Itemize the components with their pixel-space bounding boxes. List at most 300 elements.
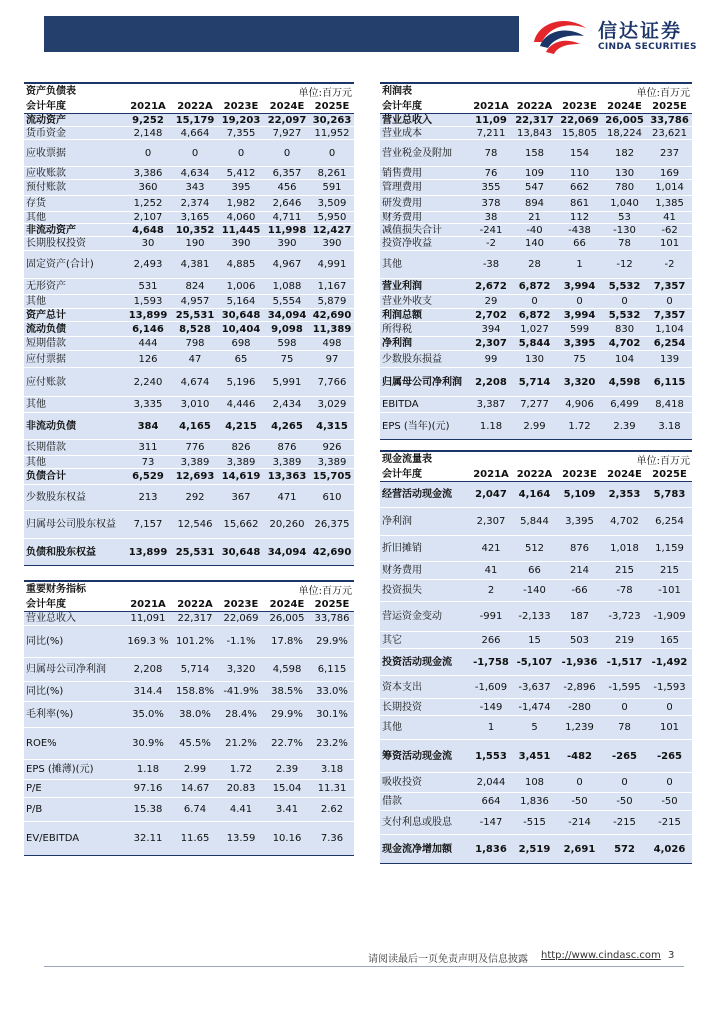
column-header: 2022A: [172, 598, 218, 612]
row-value: 0: [512, 295, 557, 309]
table-unit: 单位:百万元: [557, 451, 692, 468]
row-value: 5,714: [172, 658, 218, 682]
row-value: 3.18: [647, 413, 692, 440]
table-title-row: [24, 83, 354, 100]
row-value: 1,104: [647, 322, 692, 337]
row-value: 15,662: [218, 511, 264, 539]
row-value: 780: [602, 180, 647, 196]
row-value: 2,374: [172, 196, 218, 212]
row-value: 4,991: [310, 251, 354, 279]
row-value: 6,499: [602, 397, 647, 413]
row-label: 少数股东损益: [380, 351, 470, 368]
row-label: 资本支出: [380, 676, 470, 699]
row-value: 73: [124, 456, 172, 469]
row-value: 1.18: [124, 760, 172, 780]
row-value: 311: [124, 440, 172, 456]
row-value: 5,412: [218, 167, 264, 180]
row-value: 215: [647, 562, 692, 580]
row-value: 1,836: [512, 793, 557, 811]
row-value: 798: [172, 337, 218, 351]
table-row: [380, 482, 692, 508]
row-label: 非流动资产: [24, 224, 124, 237]
row-value: 10,404: [218, 322, 264, 337]
row-value: 4,165: [172, 413, 218, 440]
row-value: 471: [264, 485, 310, 511]
column-header: 会计年度: [24, 100, 124, 114]
table-title-row: [380, 83, 692, 100]
row-value: 610: [310, 485, 354, 511]
table-row: [380, 793, 692, 811]
row-label: 营业总收入: [380, 114, 470, 127]
column-header: 2021A: [124, 598, 172, 612]
table-row: [380, 114, 692, 127]
row-value: 1.18: [470, 413, 512, 440]
row-value: 33,786: [647, 114, 692, 127]
row-value: 3,387: [470, 397, 512, 413]
table-row: [24, 237, 354, 251]
row-value: 4,648: [124, 224, 172, 237]
row-value: 5,532: [602, 309, 647, 322]
row-label: 营业利润: [380, 279, 470, 295]
row-value: 12,427: [310, 224, 354, 237]
row-value: 2.99: [172, 760, 218, 780]
income-statement-table: [380, 82, 692, 440]
row-value: 1,252: [124, 196, 172, 212]
row-value: 6,872: [512, 309, 557, 322]
row-value: 29.9%: [310, 626, 354, 658]
row-value: 15.04: [264, 780, 310, 798]
row-value: -3,637: [512, 676, 557, 699]
row-value: 19,203: [218, 114, 264, 127]
table-row: [24, 658, 354, 682]
row-value: 9,098: [264, 322, 310, 337]
row-value: 378: [470, 196, 512, 212]
table-title-row: [24, 581, 354, 598]
row-value: 101.2%: [172, 626, 218, 658]
row-value: 22.7%: [264, 728, 310, 760]
row-label: 长期股权投资: [24, 237, 124, 251]
row-label: 短期借款: [24, 337, 124, 351]
row-value: 12,546: [172, 511, 218, 539]
row-label: 应付票据: [24, 351, 124, 368]
row-value: 4,026: [647, 835, 692, 864]
row-value: 22,317: [172, 612, 218, 626]
table-unit: 单位:百万元: [218, 581, 354, 598]
row-value: 30,648: [218, 309, 264, 322]
row-value: 126: [124, 351, 172, 368]
row-value: 5,783: [647, 482, 692, 508]
row-value: 11,952: [310, 127, 354, 140]
row-value: 33,786: [310, 612, 354, 626]
row-value: 547: [512, 180, 557, 196]
row-value: 2,672: [470, 279, 512, 295]
row-value: 3,994: [557, 279, 602, 295]
row-value: 11,445: [218, 224, 264, 237]
row-value: 512: [512, 536, 557, 562]
row-value: 104: [602, 351, 647, 368]
row-value: 5,844: [512, 508, 557, 536]
row-value: -140: [512, 580, 557, 602]
row-label: 借款: [380, 793, 470, 811]
row-label: 其他: [380, 251, 470, 279]
row-label: 投资活动现金流: [380, 649, 470, 676]
row-value: 830: [602, 322, 647, 337]
row-label: 流动资产: [24, 114, 124, 127]
row-value: -41.9%: [218, 682, 264, 702]
row-value: 23.2%: [310, 728, 354, 760]
table-row: [24, 114, 354, 127]
row-value: 190: [172, 237, 218, 251]
row-value: 8,528: [172, 322, 218, 337]
row-value: 0: [218, 140, 264, 167]
table-row: [24, 337, 354, 351]
row-value: 2,307: [470, 508, 512, 536]
row-value: 2,493: [124, 251, 172, 279]
row-value: 776: [172, 440, 218, 456]
row-value: 2,691: [557, 835, 602, 864]
row-value: 0: [172, 140, 218, 167]
column-header: 2023E: [218, 100, 264, 114]
row-value: 394: [470, 322, 512, 337]
table-row: [24, 728, 354, 760]
row-value: 4,702: [602, 337, 647, 351]
row-value: 3,386: [124, 167, 172, 180]
row-value: -1,474: [512, 699, 557, 716]
row-value: 4,885: [218, 251, 264, 279]
row-label: 其他: [24, 397, 124, 413]
table-row: [24, 702, 354, 728]
row-value: 11,389: [310, 322, 354, 337]
row-value: 22,097: [264, 114, 310, 127]
row-value: 599: [557, 322, 602, 337]
row-value: 0: [557, 295, 602, 309]
row-label: 净利润: [380, 508, 470, 536]
table-row: [380, 309, 692, 322]
row-value: 3,320: [557, 368, 602, 397]
row-value: 7,927: [264, 127, 310, 140]
row-label: 预付账款: [24, 180, 124, 196]
row-value: 4,446: [218, 397, 264, 413]
row-label: 营业税金及附加: [380, 140, 470, 167]
row-value: -1,517: [602, 649, 647, 676]
row-value: 2.39: [264, 760, 310, 780]
row-value: 4,265: [264, 413, 310, 440]
row-label: 支付利息或股息: [380, 811, 470, 835]
row-value: 1,159: [647, 536, 692, 562]
row-value: 4,381: [172, 251, 218, 279]
website-link[interactable]: http://www.cindasc.com: [541, 950, 661, 961]
row-value: 108: [512, 773, 557, 793]
row-value: 35.0%: [124, 702, 172, 728]
table-row: [380, 279, 692, 295]
row-value: 2,047: [470, 482, 512, 508]
table-row: [380, 536, 692, 562]
row-value: 2,148: [124, 127, 172, 140]
row-label: 少数股东权益: [24, 485, 124, 511]
row-value: -2: [470, 237, 512, 251]
column-header: 2022A: [512, 468, 557, 482]
row-value: 30,263: [310, 114, 354, 127]
row-value: 4,664: [172, 127, 218, 140]
row-label: 存货: [24, 196, 124, 212]
row-value: 13.59: [218, 822, 264, 856]
row-label: 资产总计: [24, 309, 124, 322]
row-value: 876: [264, 440, 310, 456]
row-label: 筹资活动现金流: [380, 740, 470, 773]
row-label: 经营活动现金流: [380, 482, 470, 508]
row-value: 876: [557, 536, 602, 562]
table-row: [24, 626, 354, 658]
cash-flow-statement-table: [380, 450, 692, 864]
row-value: 15.38: [124, 798, 172, 822]
row-label: 其他: [24, 212, 124, 224]
row-value: 12,693: [172, 469, 218, 485]
row-value: 2,434: [264, 397, 310, 413]
table-row: [24, 469, 354, 485]
row-value: 2,519: [512, 835, 557, 864]
row-value: 97: [310, 351, 354, 368]
row-value: 861: [557, 196, 602, 212]
row-value: 4,711: [264, 212, 310, 224]
row-value: 30: [124, 237, 172, 251]
row-label: 毛利率(%): [24, 702, 124, 728]
row-value: 3,320: [218, 658, 264, 682]
row-value: 824: [172, 279, 218, 295]
table-row: [380, 811, 692, 835]
row-label: EBITDA: [380, 397, 470, 413]
row-label: 利润总额: [380, 309, 470, 322]
row-value: 47: [172, 351, 218, 368]
row-value: 1,018: [602, 536, 647, 562]
row-value: 3,029: [310, 397, 354, 413]
row-value: 3,165: [172, 212, 218, 224]
row-label: 无形资产: [24, 279, 124, 295]
row-value: 6,872: [512, 279, 557, 295]
row-value: 572: [602, 835, 647, 864]
row-value: 10.16: [264, 822, 310, 856]
row-value: 14.67: [172, 780, 218, 798]
table-row: [380, 167, 692, 180]
row-value: 20,260: [264, 511, 310, 539]
row-label: 减值损失合计: [380, 224, 470, 237]
table-row: [380, 835, 692, 864]
row-value: 26,005: [264, 612, 310, 626]
table-row: [380, 602, 692, 632]
row-value: 237: [647, 140, 692, 167]
column-header: 2025E: [647, 100, 692, 114]
row-value: 2,240: [124, 368, 172, 397]
row-value: 1,239: [557, 716, 602, 740]
table-row: [380, 224, 692, 237]
table-row: [24, 413, 354, 440]
row-value: 894: [512, 196, 557, 212]
row-value: 30.1%: [310, 702, 354, 728]
row-value: 0: [602, 773, 647, 793]
row-value: 5: [512, 716, 557, 740]
row-value: 343: [172, 180, 218, 196]
row-value: 2,646: [264, 196, 310, 212]
row-value: 187: [557, 602, 602, 632]
row-value: -2: [647, 251, 692, 279]
row-value: -1,593: [647, 676, 692, 699]
row-value: 15,805: [557, 127, 602, 140]
table-row: [380, 368, 692, 397]
column-header: 2025E: [647, 468, 692, 482]
row-value: 112: [557, 212, 602, 224]
table-header-row: [24, 100, 354, 114]
column-header: 2024E: [602, 468, 647, 482]
row-label: 同比(%): [24, 682, 124, 702]
row-value: -515: [512, 811, 557, 835]
table-row: [380, 580, 692, 602]
row-value: 4,674: [172, 368, 218, 397]
table-row: [24, 127, 354, 140]
row-value: 698: [218, 337, 264, 351]
row-value: 38.5%: [264, 682, 310, 702]
row-value: 140: [512, 237, 557, 251]
row-value: 22,317: [512, 114, 557, 127]
row-value: 15,179: [172, 114, 218, 127]
column-header: 2022A: [512, 100, 557, 114]
table-row: [24, 351, 354, 368]
row-value: 109: [512, 167, 557, 180]
table-row: [24, 822, 354, 856]
row-value: 22,069: [218, 612, 264, 626]
row-value: 38.0%: [172, 702, 218, 728]
table-row: [24, 511, 354, 539]
row-value: 8,261: [310, 167, 354, 180]
row-value: 355: [470, 180, 512, 196]
row-value: 219: [602, 632, 647, 649]
row-value: 29.9%: [264, 702, 310, 728]
row-value: 130: [512, 351, 557, 368]
row-value: 662: [557, 180, 602, 196]
row-value: 4,215: [218, 413, 264, 440]
row-value: 3,389: [310, 456, 354, 469]
row-label: 流动负债: [24, 322, 124, 337]
row-label: EPS (摊薄)(元): [24, 760, 124, 780]
row-value: 13,899: [124, 539, 172, 566]
row-label: P/E: [24, 780, 124, 798]
row-value: 158: [512, 140, 557, 167]
table-row: [24, 780, 354, 798]
row-value: 33.0%: [310, 682, 354, 702]
key-financial-ratios-table: [24, 580, 354, 856]
row-label: ROE%: [24, 728, 124, 760]
row-value: 65: [218, 351, 264, 368]
row-value: 11,09: [470, 114, 512, 127]
row-value: 4,906: [557, 397, 602, 413]
row-value: 826: [218, 440, 264, 456]
cinda-logo: [528, 12, 708, 56]
row-value: 34,094: [264, 309, 310, 322]
row-value: 1,593: [124, 295, 172, 309]
table-row: [380, 351, 692, 368]
row-label: 营业总收入: [24, 612, 124, 626]
page-number: 3: [668, 950, 675, 961]
row-value: -1,936: [557, 649, 602, 676]
row-label: 应付账款: [24, 368, 124, 397]
row-value: 2,307: [470, 337, 512, 351]
row-label: 现金流净增加额: [380, 835, 470, 864]
table-header-row: [380, 468, 692, 482]
table-row: [24, 612, 354, 626]
row-value: 8,418: [647, 397, 692, 413]
cinda-logo-icon: [528, 12, 590, 56]
row-value: -78: [602, 580, 647, 602]
row-value: 3,010: [172, 397, 218, 413]
row-value: 3,395: [557, 337, 602, 351]
row-value: 6,254: [647, 337, 692, 351]
row-value: 5,714: [512, 368, 557, 397]
table-title: 重要财务指标: [24, 581, 218, 598]
row-value: 2,208: [470, 368, 512, 397]
row-value: 314.4: [124, 682, 172, 702]
row-value: -1,909: [647, 602, 692, 632]
row-value: 6,529: [124, 469, 172, 485]
row-value: 5,879: [310, 295, 354, 309]
row-label: P/B: [24, 798, 124, 822]
row-value: 6,146: [124, 322, 172, 337]
row-value: -50: [557, 793, 602, 811]
row-value: 28: [512, 251, 557, 279]
row-value: 3,389: [218, 456, 264, 469]
row-value: 78: [602, 716, 647, 740]
row-value: 2,353: [602, 482, 647, 508]
row-value: 3.18: [310, 760, 354, 780]
table-title-row: [380, 451, 692, 468]
row-value: 42,690: [310, 309, 354, 322]
row-value: 158.8%: [172, 682, 218, 702]
row-value: -38: [470, 251, 512, 279]
row-label: 财务费用: [380, 212, 470, 224]
row-value: 6,115: [647, 368, 692, 397]
row-label: 吸收投资: [380, 773, 470, 793]
row-value: 266: [470, 632, 512, 649]
row-value: 15: [512, 632, 557, 649]
table-row: [24, 798, 354, 822]
row-value: 5,109: [557, 482, 602, 508]
table-row: [380, 251, 692, 279]
row-value: 421: [470, 536, 512, 562]
row-value: 76: [470, 167, 512, 180]
row-value: -991: [470, 602, 512, 632]
row-value: 26,005: [602, 114, 647, 127]
row-value: 6.74: [172, 798, 218, 822]
row-value: -50: [602, 793, 647, 811]
table-row: [380, 699, 692, 716]
row-label: 研发费用: [380, 196, 470, 212]
table-unit: 单位:百万元: [557, 83, 692, 100]
row-value: 292: [172, 485, 218, 511]
row-value: -438: [557, 224, 602, 237]
table-row: [24, 140, 354, 167]
row-value: 182: [602, 140, 647, 167]
row-label: 其他: [380, 716, 470, 740]
row-value: 13,899: [124, 309, 172, 322]
row-value: 25,531: [172, 539, 218, 566]
row-value: 1.72: [557, 413, 602, 440]
row-value: 1: [557, 251, 602, 279]
row-value: 3.41: [264, 798, 310, 822]
table-title: 资产负债表: [24, 83, 218, 100]
row-value: 2.62: [310, 798, 354, 822]
row-value: 0: [647, 295, 692, 309]
row-value: 42,690: [310, 539, 354, 566]
row-value: 53: [602, 212, 647, 224]
row-value: 5,950: [310, 212, 354, 224]
row-label: 负债合计: [24, 469, 124, 485]
